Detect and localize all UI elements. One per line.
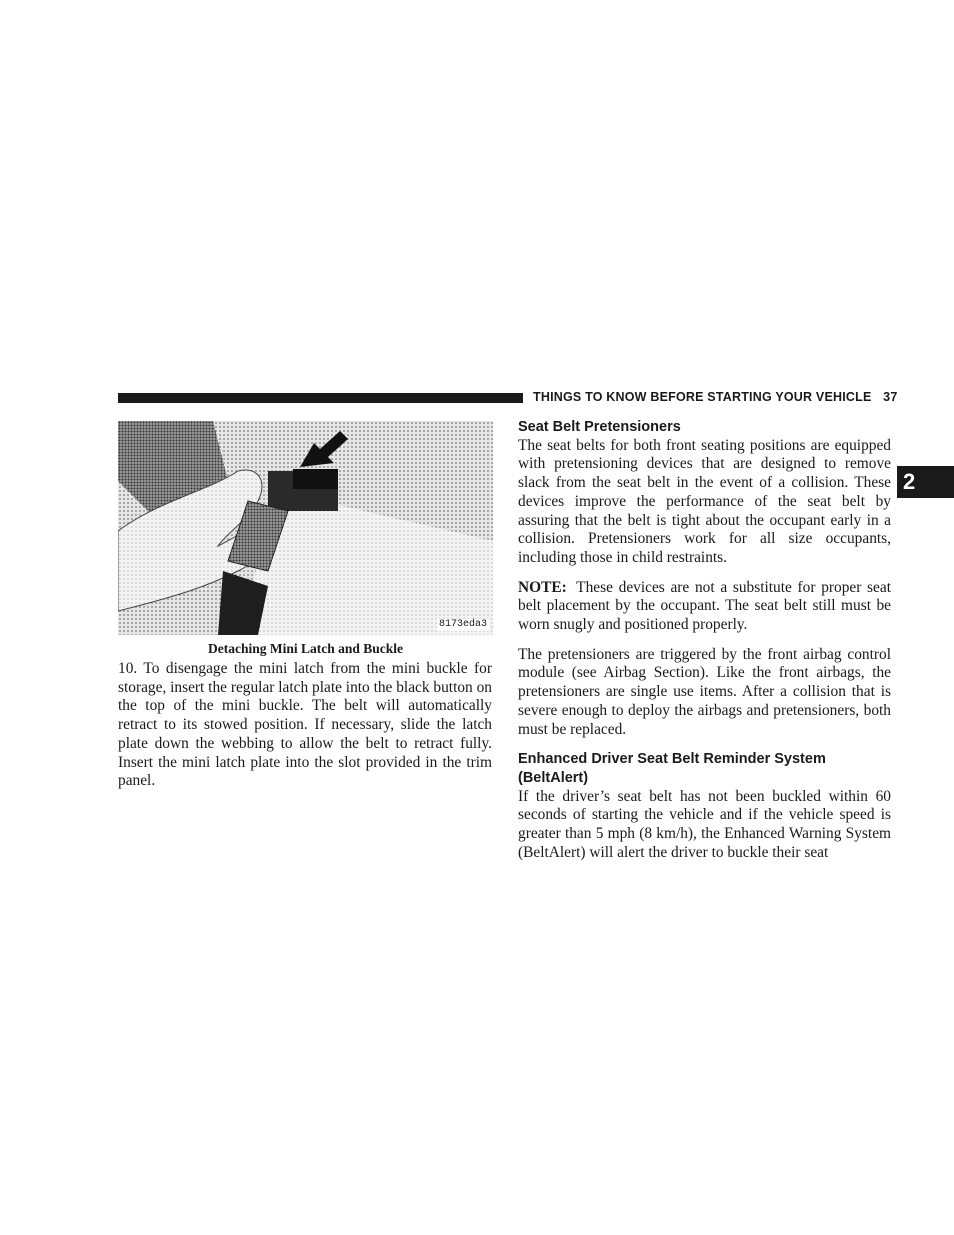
note-label: NOTE: — [518, 578, 567, 596]
figure-caption: Detaching Mini Latch and Buckle — [207, 641, 404, 656]
note-text: These devices are not a substitute for proper seat belt placement by the occupant. The seat belt still must be worn snugly and positioned properly. — [518, 578, 891, 634]
right-column — [518, 418, 891, 862]
left-column — [118, 660, 492, 791]
pretensioners-paragraph: The seat belts for both front seating positions are equipped with pretensioning devices that are designed to remove slack from the seat belt in the event of a collision. These devices improve the performance of the seat belt by assuring that the belt is tight about the occupant early in a collision. Pretensioners work for all size occupants, including those in child restraints. — [518, 436, 891, 566]
note-paragraph — [518, 579, 891, 635]
chapter-tab: 2 — [897, 466, 954, 498]
beltalert-paragraph: If the driver’s seat belt has not been buckled within 60 seconds of starting the vehicle and if the vehicle speed is greater than 5 mph (8 km/h), the Enhanced Warning System (BeltAlert) will alert the driver to buckle their seat — [518, 787, 891, 861]
step-10-paragraph: 10. To disengage the mini latch from the mini buckle for storage, insert the regular latch plate into the black button on the top of the mini buckle. The belt will automatically retract to its stowed position. If necessary, slide the latch plate down the webbing to allow the belt to retract fully. Insert the mini latch plate into the slot provided in the trim panel. — [118, 660, 492, 790]
pretensioners-heading: Seat Belt Pretensioners — [518, 419, 681, 435]
page-number: 37 — [883, 390, 898, 404]
figure-illustration — [118, 421, 493, 635]
figure-code: 8173eda3 — [438, 619, 487, 630]
section-title: THINGS TO KNOW BEFORE STARTING YOUR VEHICLE — [533, 390, 872, 404]
running-header — [533, 390, 898, 404]
trigger-paragraph: The pretensioners are triggered by the front airbag control module (see Airbag Section). Like the front airbags, the pretensioners are single use items. After a collision that is severe enough to deploy the airbags and pretensioners, both must be replaced. — [518, 645, 891, 738]
figure-mini-latch — [118, 421, 493, 635]
beltalert-heading: Enhanced Driver Seat Belt Reminder System (BeltAlert) — [518, 751, 826, 786]
header-rule — [118, 393, 523, 403]
